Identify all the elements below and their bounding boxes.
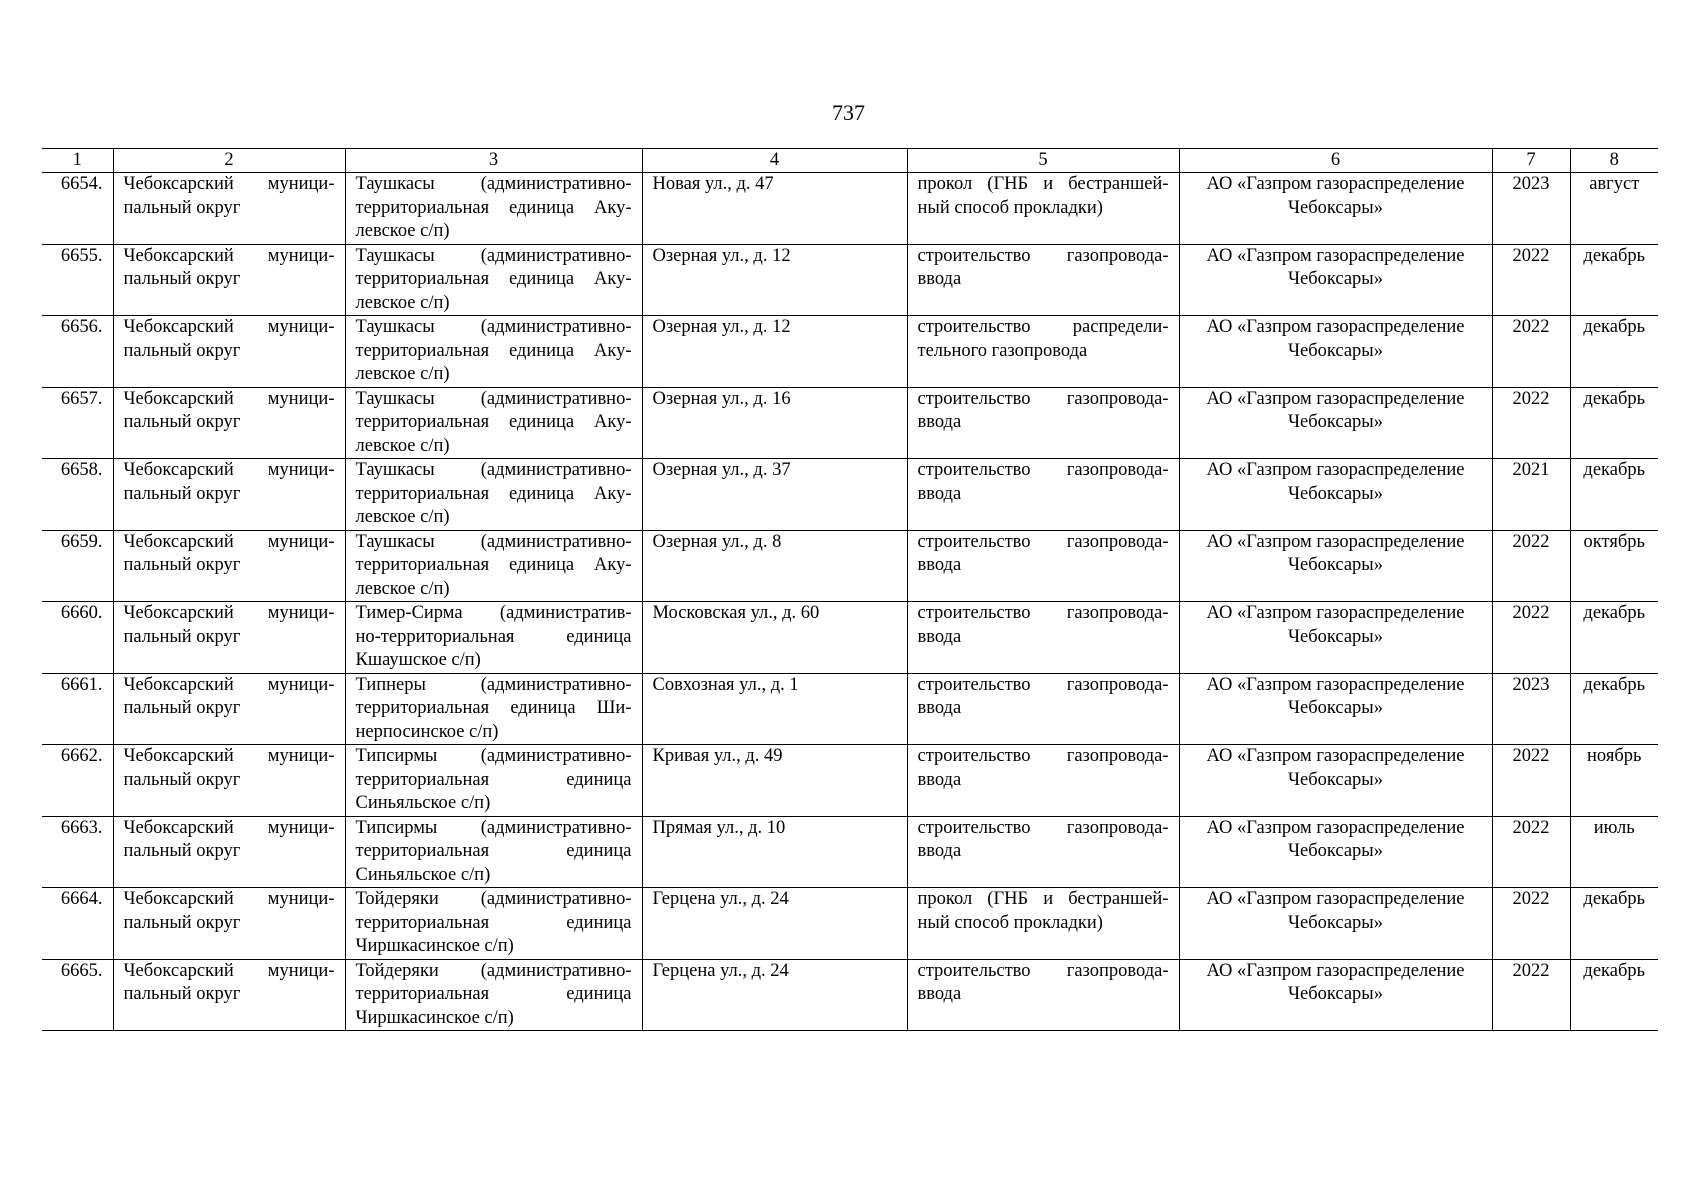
cell-text-line: Чебоксарский муници- — [123, 889, 335, 909]
settlement-cell — [345, 816, 642, 888]
cell-text-line: левское с/п) — [355, 221, 450, 241]
settlement-cell — [345, 173, 642, 245]
district-cell — [113, 316, 345, 388]
organization-cell — [1179, 530, 1492, 602]
cell-text-line: территориальная единица — [355, 984, 632, 1004]
year-cell: 2021 — [1492, 459, 1570, 531]
cell-text-line: ввода — [917, 984, 962, 1004]
cell-text-line: Чебоксары» — [1287, 769, 1383, 790]
cell-text-line: тельного газопровода — [917, 340, 1088, 361]
work-type-cell — [907, 602, 1179, 674]
cell-text-line: Чебоксары» — [1287, 340, 1383, 361]
year-cell: 2023 — [1492, 673, 1570, 745]
address-cell: Совхозная ул., д. 1 — [642, 673, 907, 745]
cell-text-line: левское с/п) — [355, 435, 450, 456]
cell-text-line: ввода — [917, 412, 962, 432]
cell-text-line: Чебоксарский муници- — [123, 388, 335, 409]
year-cell: 2022 — [1492, 888, 1570, 960]
table-row — [42, 673, 1658, 745]
row-number: 6658. — [42, 459, 113, 531]
cell-text-line: территориальная единица — [355, 769, 632, 790]
cell-text-line: Чебоксарский муници- — [123, 245, 335, 266]
district-cell — [113, 888, 345, 960]
cell-text-line: территориальная единица Аку- — [355, 483, 632, 504]
cell-text-line: АО «Газпром газораспределение — [1206, 817, 1465, 838]
cell-text-line: АО «Газпром газораспределение — [1206, 889, 1465, 909]
table-row — [42, 530, 1658, 602]
organization-cell — [1179, 816, 1492, 888]
cell-text-line: Типсирмы (административно- — [355, 746, 632, 766]
cell-text-line: строительство газопровода- — [917, 960, 1169, 981]
month-cell: декабрь — [1570, 888, 1658, 960]
cell-text-line: Типсирмы (административно- — [355, 817, 632, 838]
cell-text-line: Чебоксары» — [1287, 483, 1383, 504]
settlement-cell — [345, 459, 642, 531]
cell-text-line: строительство газопровода- — [917, 460, 1169, 480]
work-type-cell — [907, 673, 1179, 745]
month-cell: декабрь — [1570, 959, 1658, 1031]
cell-text-line: Чебоксары» — [1287, 197, 1383, 218]
month-cell: октябрь — [1570, 530, 1658, 602]
cell-text-line: левское с/п) — [355, 364, 450, 384]
table-row — [42, 459, 1658, 531]
cell-text-line: пальный округ — [123, 197, 241, 218]
district-cell — [113, 244, 345, 316]
month-cell: декабрь — [1570, 459, 1658, 531]
settlement-cell — [345, 888, 642, 960]
month-cell: ноябрь — [1570, 745, 1658, 817]
address-cell: Озерная ул., д. 16 — [642, 387, 907, 459]
row-number: 6654. — [42, 173, 113, 245]
cell-text-line: пальный округ — [123, 483, 241, 504]
cell-text-line: Таушкасы (административно- — [355, 531, 632, 552]
year-cell: 2022 — [1492, 959, 1570, 1031]
month-cell: декабрь — [1570, 387, 1658, 459]
cell-text-line: АО «Газпром газораспределение — [1206, 531, 1465, 552]
cell-text-line: Чебоксарский муници- — [123, 960, 335, 981]
address-cell: Озерная ул., д. 8 — [642, 530, 907, 602]
cell-text-line: строительство газопровода- — [917, 388, 1169, 409]
cell-text-line: АО «Газпром газораспределение — [1206, 388, 1465, 409]
month-cell: август — [1570, 173, 1658, 245]
settlement-cell — [345, 673, 642, 745]
table-row — [42, 316, 1658, 388]
row-number: 6664. — [42, 888, 113, 960]
cell-text-line: территориальная единица Ши- — [355, 698, 632, 718]
cell-text-line: территориальная единица Аку- — [355, 412, 632, 432]
month-cell: декабрь — [1570, 673, 1658, 745]
cell-text-line: Чебоксары» — [1287, 841, 1383, 861]
work-type-cell — [907, 530, 1179, 602]
column-header: 8 — [1570, 149, 1658, 173]
cell-text-line: строительство газопровода- — [917, 603, 1169, 623]
cell-text-line: ный способ прокладки) — [917, 912, 1103, 933]
table-row — [42, 888, 1658, 960]
cell-text-line: ввода — [917, 269, 962, 289]
district-cell — [113, 959, 345, 1031]
table-row — [42, 387, 1658, 459]
cell-text-line: ный способ прокладки) — [917, 197, 1103, 218]
organization-cell — [1179, 888, 1492, 960]
row-number: 6663. — [42, 816, 113, 888]
organization-cell — [1179, 959, 1492, 1031]
cell-text-line: ввода — [917, 555, 962, 575]
cell-text-line: территориальная единица Аку- — [355, 340, 632, 361]
cell-text-line: прокол (ГНБ и бестраншей- — [917, 174, 1169, 194]
year-cell: 2022 — [1492, 244, 1570, 316]
cell-text-line: Чебоксарский муници- — [123, 460, 335, 480]
organization-cell — [1179, 387, 1492, 459]
row-number: 6662. — [42, 745, 113, 817]
year-cell: 2022 — [1492, 316, 1570, 388]
cell-text-line: пальный округ — [123, 984, 241, 1004]
cell-text-line: Тимер-Сирма (административ- — [355, 603, 632, 623]
work-type-cell — [907, 387, 1179, 459]
cell-text-line: Таушкасы (административно- — [355, 174, 632, 194]
settlement-cell — [345, 959, 642, 1031]
organization-cell — [1179, 459, 1492, 531]
cell-text-line: строительство газопровода- — [917, 531, 1169, 552]
cell-text-line: пальный округ — [123, 698, 241, 718]
work-type-cell — [907, 816, 1179, 888]
cell-text-line: Таушкасы (административно- — [355, 317, 632, 337]
cell-text-line: левское с/п) — [355, 507, 450, 527]
cell-text-line: территориальная единица — [355, 912, 632, 933]
cell-text-line: Чебоксарский муници- — [123, 531, 335, 552]
column-header: 2 — [113, 149, 345, 173]
district-cell — [113, 387, 345, 459]
cell-text-line: Чебоксары» — [1287, 555, 1383, 575]
cell-text-line: Чебоксары» — [1287, 626, 1383, 647]
organization-cell — [1179, 244, 1492, 316]
settlement-cell — [345, 745, 642, 817]
organization-cell — [1179, 673, 1492, 745]
row-number: 6660. — [42, 602, 113, 674]
month-cell: декабрь — [1570, 244, 1658, 316]
cell-text-line: пальный округ — [123, 626, 241, 647]
cell-text-line: пальный округ — [123, 912, 241, 933]
settlement-cell — [345, 244, 642, 316]
settlement-cell — [345, 387, 642, 459]
table-row — [42, 959, 1658, 1031]
cell-text-line: АО «Газпром газораспределение — [1206, 603, 1465, 623]
cell-text-line: Чебоксары» — [1287, 984, 1383, 1004]
cell-text-line: пальный округ — [123, 412, 241, 432]
district-cell — [113, 459, 345, 531]
cell-text-line: Тойдеряки (административно- — [355, 889, 632, 909]
year-cell: 2022 — [1492, 745, 1570, 817]
cell-text-line: АО «Газпром газораспределение — [1206, 960, 1465, 981]
cell-text-line: пальный округ — [123, 769, 241, 790]
cell-text-line: ввода — [917, 841, 962, 861]
row-number: 6661. — [42, 673, 113, 745]
page-number: 737 — [832, 100, 865, 125]
district-cell — [113, 173, 345, 245]
cell-text-line: пальный округ — [123, 841, 241, 861]
cell-text-line: Таушкасы (административно- — [355, 460, 632, 480]
address-cell: Прямая ул., д. 10 — [642, 816, 907, 888]
cell-text-line: Таушкасы (административно- — [355, 388, 632, 409]
settlement-cell — [345, 316, 642, 388]
work-type-cell — [907, 459, 1179, 531]
column-header: 7 — [1492, 149, 1570, 173]
cell-text-line: Чебоксарский муници- — [123, 603, 335, 623]
cell-text-line: левское с/п) — [355, 578, 450, 599]
district-cell — [113, 602, 345, 674]
column-header: 3 — [345, 149, 642, 173]
cell-text-line: строительство газопровода- — [917, 245, 1169, 266]
cell-text-line: ввода — [917, 769, 962, 790]
cell-text-line: ввода — [917, 698, 962, 718]
cell-text-line: территориальная единица Аку- — [355, 269, 632, 289]
organization-cell — [1179, 316, 1492, 388]
year-cell: 2023 — [1492, 173, 1570, 245]
address-cell: Новая ул., д. 47 — [642, 173, 907, 245]
cell-text-line: но-территориальная единица — [355, 626, 632, 647]
data-table — [42, 148, 1658, 1031]
cell-text-line: левское с/п) — [355, 292, 450, 313]
settlement-cell — [345, 530, 642, 602]
cell-text-line: Чебоксары» — [1287, 912, 1383, 933]
cell-text-line: ввода — [917, 626, 962, 647]
settlement-cell — [345, 602, 642, 674]
cell-text-line: пальный округ — [123, 340, 241, 361]
table-header-row — [42, 149, 1658, 173]
organization-cell — [1179, 602, 1492, 674]
cell-text-line: Чебоксарский муници- — [123, 674, 335, 695]
work-type-cell — [907, 244, 1179, 316]
row-number: 6655. — [42, 244, 113, 316]
cell-text-line: Чебоксары» — [1287, 698, 1383, 718]
address-cell: Озерная ул., д. 12 — [642, 244, 907, 316]
cell-text-line: АО «Газпром газораспределение — [1206, 460, 1465, 480]
cell-text-line: АО «Газпром газораспределение — [1206, 746, 1465, 766]
row-number: 6657. — [42, 387, 113, 459]
address-cell: Герцена ул., д. 24 — [642, 959, 907, 1031]
address-cell: Кривая ул., д. 49 — [642, 745, 907, 817]
month-cell: июль — [1570, 816, 1658, 888]
cell-text-line: пальный округ — [123, 269, 241, 289]
table-row — [42, 602, 1658, 674]
organization-cell — [1179, 745, 1492, 817]
year-cell: 2022 — [1492, 387, 1570, 459]
cell-text-line: Чебоксарский муници- — [123, 746, 335, 766]
cell-text-line: АО «Газпром газораспределение — [1206, 245, 1465, 266]
cell-text-line: пальный округ — [123, 555, 241, 575]
column-header: 6 — [1179, 149, 1492, 173]
row-number: 6665. — [42, 959, 113, 1031]
address-cell: Озерная ул., д. 12 — [642, 316, 907, 388]
column-header: 1 — [42, 149, 113, 173]
cell-text-line: строительство распредели- — [917, 317, 1169, 337]
column-header: 4 — [642, 149, 907, 173]
cell-text-line: строительство газопровода- — [917, 746, 1169, 766]
address-cell: Герцена ул., д. 24 — [642, 888, 907, 960]
month-cell: декабрь — [1570, 316, 1658, 388]
work-type-cell — [907, 745, 1179, 817]
cell-text-line: нерпосинское с/п) — [355, 721, 499, 742]
work-type-cell — [907, 888, 1179, 960]
cell-text-line: Чиршкасинское с/п) — [355, 1007, 514, 1028]
cell-text-line: Чебоксарский муници- — [123, 174, 335, 194]
cell-text-line: Чиршкасинское с/п) — [355, 936, 514, 956]
cell-text-line: Синьяльское с/п) — [355, 793, 491, 813]
cell-text-line: Чебоксары» — [1287, 412, 1383, 432]
cell-text-line: АО «Газпром газораспределение — [1206, 174, 1465, 194]
year-cell: 2022 — [1492, 530, 1570, 602]
cell-text-line: прокол (ГНБ и бестраншей- — [917, 889, 1169, 909]
cell-text-line: АО «Газпром газораспределение — [1206, 674, 1465, 695]
cell-text-line: Таушкасы (административно- — [355, 245, 632, 266]
row-number: 6659. — [42, 530, 113, 602]
cell-text-line: строительство газопровода- — [917, 817, 1169, 838]
cell-text-line: Тойдеряки (административно- — [355, 960, 632, 981]
cell-text-line: территориальная единица Аку- — [355, 197, 632, 218]
address-cell: Озерная ул., д. 37 — [642, 459, 907, 531]
cell-text-line: Чебоксары» — [1287, 269, 1383, 289]
cell-text-line: строительство газопровода- — [917, 674, 1169, 695]
year-cell: 2022 — [1492, 816, 1570, 888]
year-cell: 2022 — [1492, 602, 1570, 674]
cell-text-line: территориальная единица — [355, 841, 632, 861]
cell-text-line: Синьяльское с/п) — [355, 864, 491, 885]
cell-text-line: территориальная единица Аку- — [355, 555, 632, 575]
table-row — [42, 244, 1658, 316]
table-row — [42, 173, 1658, 245]
district-cell — [113, 745, 345, 817]
work-type-cell — [907, 316, 1179, 388]
cell-text-line: ввода — [917, 483, 962, 504]
column-header: 5 — [907, 149, 1179, 173]
cell-text-line: АО «Газпром газораспределение — [1206, 317, 1465, 337]
table-row — [42, 745, 1658, 817]
district-cell — [113, 816, 345, 888]
cell-text-line: Чебоксарский муници- — [123, 817, 335, 838]
work-type-cell — [907, 173, 1179, 245]
row-number: 6656. — [42, 316, 113, 388]
cell-text-line: Типнеры (административно- — [355, 674, 632, 695]
cell-text-line: Чебоксарский муници- — [123, 317, 335, 337]
organization-cell — [1179, 173, 1492, 245]
table-row — [42, 816, 1658, 888]
district-cell — [113, 530, 345, 602]
address-cell: Московская ул., д. 60 — [642, 602, 907, 674]
cell-text-line: Кшаушское с/п) — [355, 650, 481, 670]
month-cell: декабрь — [1570, 602, 1658, 674]
district-cell — [113, 673, 345, 745]
work-type-cell — [907, 959, 1179, 1031]
table-body — [42, 173, 1658, 1031]
